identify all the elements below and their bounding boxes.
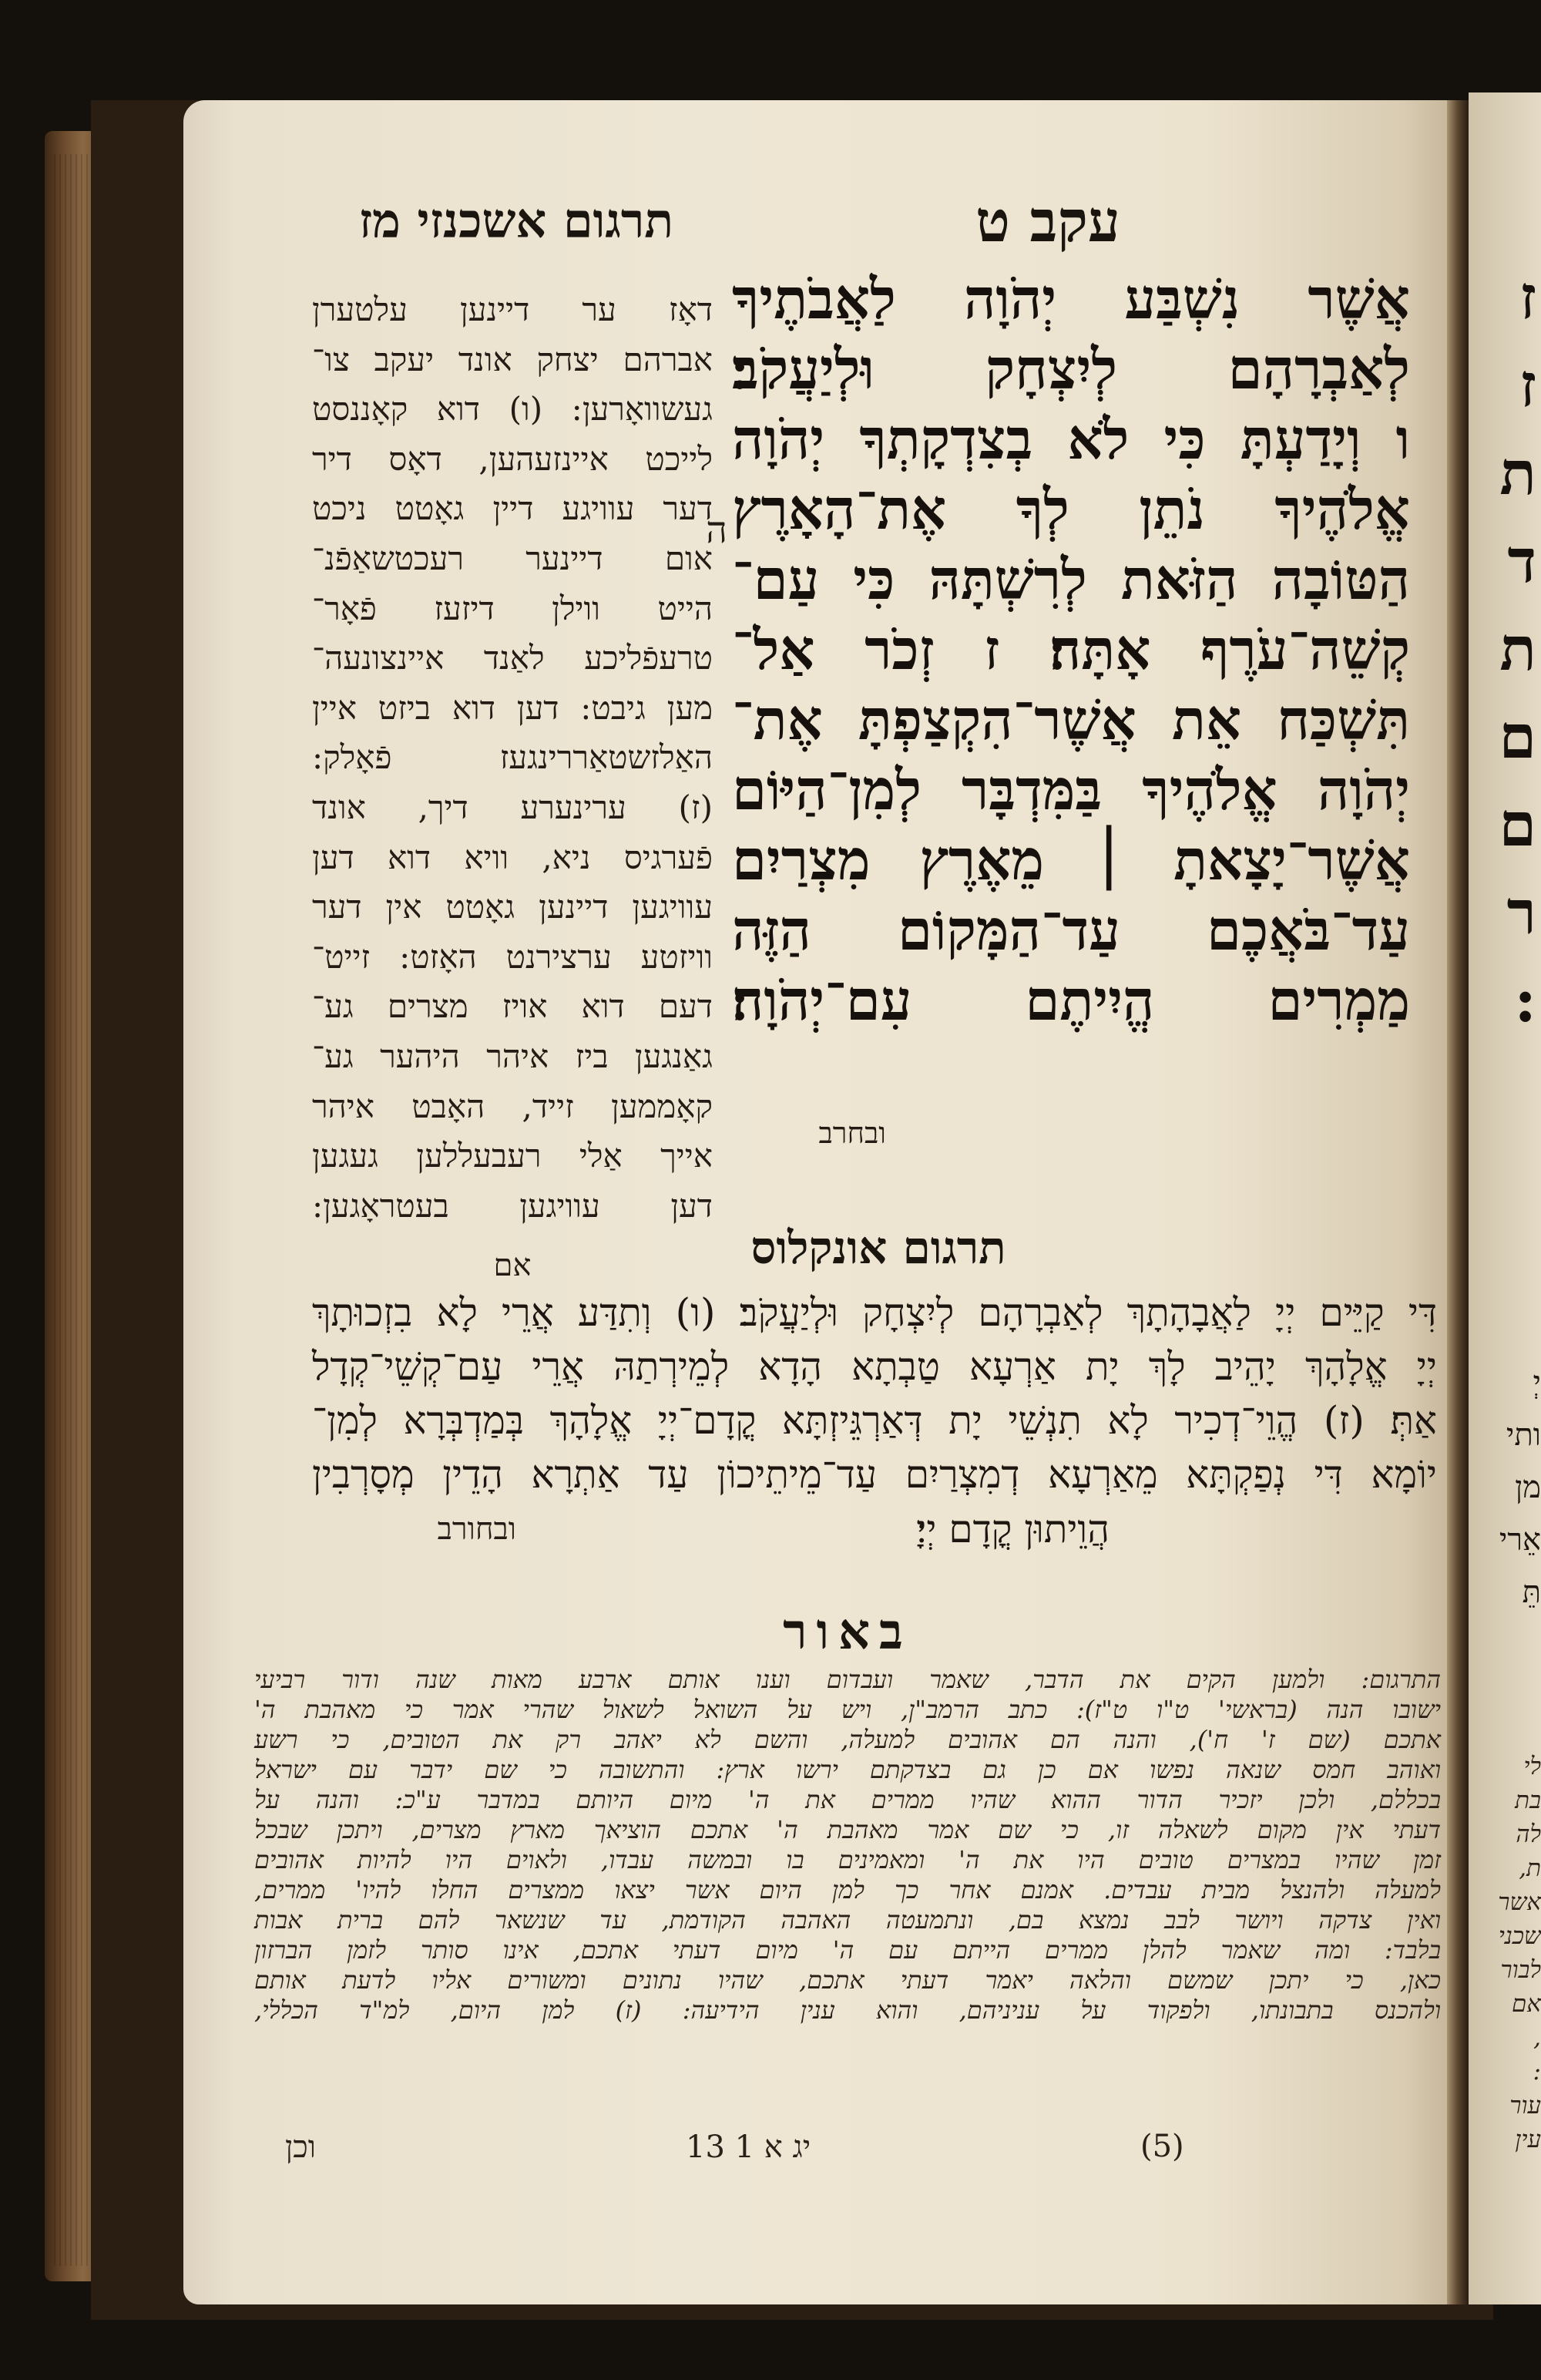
fragment: אם xyxy=(1512,1990,1541,2018)
fragment: עור xyxy=(1509,2092,1541,2119)
fragment: עין xyxy=(1515,2126,1541,2153)
fragment: ת, xyxy=(1519,1854,1541,1882)
beur-commentary xyxy=(254,1665,1441,2025)
fragment: לי xyxy=(1523,1753,1541,1780)
yiddish-line: דער עוויגע דיין גאָטט ניכט xyxy=(312,489,713,528)
commentary-line: כאן, כי יתכן שמשם והלאה יאמר דעתי אתכם, שהיו נתונים ומשורים אליו לדעת אותם xyxy=(254,1965,1441,1995)
onkelos-title: תרגום אונקלוס xyxy=(750,1222,1006,1274)
onkelos-text xyxy=(312,1286,1437,1501)
fragment: מן xyxy=(1515,1470,1541,1505)
commentary-line: בלבד: ומה שאמר להלן ממרים הייתם עם ה' מיום דעתי אתכם, אינו סותר לזמן הברזון xyxy=(254,1935,1441,1965)
right-page xyxy=(1469,92,1541,2304)
hebrew-catchword: ובחרב xyxy=(818,1116,886,1150)
right-page-onkelos-fragments xyxy=(1475,1356,1541,1619)
fragment: לבור xyxy=(1500,1956,1541,1984)
yiddish-line: עוויגען דיינען גאָטט אין דער xyxy=(312,888,713,926)
left-page xyxy=(183,100,1455,2304)
fragment: : xyxy=(1533,2058,1541,2086)
onkelos-line: דִּי קַיֵּים יְיָ לַאֲבָהָתָךְ לְאַבְרָהָם לְיִצְחָק וּלְיַעֲקֹב׃ (ו) וְתִדַּע אֲרֵי לָא בִזְכוּתָךְ xyxy=(312,1290,1437,1335)
commentary-line: זמן שהיו במצרים טובים היו את ה' ומאמינים בו ובמשה עבדו, ולאוים היו להיות אהובים xyxy=(254,1845,1441,1874)
yiddish-line: אום דיינער רעכטשאַפֿנ־ xyxy=(312,539,713,577)
onkelos-line: יוֹמָא דִּי נְפַקְתָּא מֵאַרְעָא דְמִצְרַיִם עַד־מֵיתֵיכוֹן עַד אַתְרָא הָדֵין מְסָרְבִין xyxy=(312,1452,1437,1497)
onkelos-line: אַתְּ׃ (ז) הֱוֵי־דְכִיר לָא תִנְשֵׁי יָת דְּאַרְגֵּיזְתָּא קֳדָם־יְיָ אֱלָהָךְ בְּמַדְבְּרָא לְמִן־ xyxy=(312,1398,1437,1443)
footer-signature: יג א 1 13 xyxy=(686,2130,811,2165)
fragment: ם xyxy=(1499,702,1536,772)
fragment: שכני xyxy=(1498,1922,1541,1950)
fragment: אשר xyxy=(1498,1888,1541,1916)
yiddish-line: מען גיבט: דען דוא ביזט איין xyxy=(312,688,713,727)
fragment: ותי xyxy=(1506,1417,1541,1453)
hebrew-line: אֲשֶׁר נִשְׁבַּע יְהֹוָה לַאֲבֹתֶיךָ xyxy=(732,266,1410,331)
yiddish-line: הייט ווילן דיזעז פֿאָר־ xyxy=(312,589,713,627)
hebrew-line: מַמְרִים הֱיִיתֶם עִם־יְהֹוָה׃ xyxy=(732,967,1410,1033)
footer-catchword: וכן xyxy=(285,2130,316,2165)
hebrew-line: לְאַבְרָהָם לְיִצְחָק וּלְיַעֲקֹב׃ xyxy=(732,336,1410,402)
yiddish-line: געשוואָרען: (ו) דוא קאָננסט xyxy=(312,390,713,429)
hebrew-line: אֲשֶׁר־יָצָאתָ ׀ מֵאֶרֶץ מִצְרַיִם xyxy=(732,827,1410,892)
fragment: בת xyxy=(1515,1787,1541,1814)
right-page-commentary-fragments xyxy=(1475,1750,1541,2156)
commentary-line: למעלה ולהנצל מבית עבדים. אמנם אחר כך למן היום אשר יצאו ממצרים החלו להיו' ממרים, xyxy=(254,1875,1441,1904)
yiddish-line: גאַנגען ביז איהר היהער גע־ xyxy=(312,1037,713,1075)
margin-verse-mark: ה xyxy=(706,509,727,552)
book-gutter xyxy=(1447,100,1469,2304)
hebrew-line: ו וְיָדַעְתָּ כִּי לֹא בְצִדְקָתְךָ יְהֹוָה xyxy=(732,406,1410,472)
yiddish-line: טרעפֿליכע לאַנד איינצונעה־ xyxy=(312,639,713,677)
hebrew-line: קְשֵׁה־עֹרֶף אָתָּה׃ ז זְכֹר אַל־ xyxy=(732,617,1410,682)
fragment: ז xyxy=(1519,263,1536,333)
yiddish-translation-column xyxy=(312,285,713,1231)
yiddish-line: דען עוויגען בעטראָגען: xyxy=(312,1186,713,1225)
right-page-hebrew-fragments xyxy=(1475,254,1536,1045)
fragment: , xyxy=(1533,2024,1541,2052)
fragment: ם xyxy=(1499,790,1536,860)
yiddish-line: וויזטע ערצירנט האָזט: זייט־ xyxy=(312,937,713,976)
hebrew-line: תִּשְׁכַּח אֵת אֲשֶׁר־הִקְצַפְתָּ אֶת־ xyxy=(732,687,1410,752)
fragment: ת xyxy=(1499,439,1536,509)
commentary-line: ואין צדקה ויושר לבב נמצא בם, ונתמעטה האהבה הקודמת, עד שנשאר להם ברית אבות xyxy=(254,1905,1442,1935)
fragment: : xyxy=(1514,966,1536,1036)
page-footer xyxy=(254,2129,1441,2167)
yiddish-line: פֿערגיס ניא, וויא דוא דען xyxy=(312,838,713,876)
yiddish-catchword: אם xyxy=(493,1248,532,1283)
commentary-line: ישובו הנה (בראשי' ט"ו ט"ז): כתב הרמב"ן, ויש על השואל לשאול שהרי אמר כי מאהבת ה' xyxy=(254,1695,1441,1724)
hebrew-line: עַד־בֹּאֲכֶם עַד־הַמָּקוֹם הַזֶּה xyxy=(732,897,1410,963)
fragment: לה xyxy=(1516,1820,1541,1848)
fragment: ד xyxy=(1507,526,1536,597)
commentary-line: דעתי אין מקום לשאלה זו, כי שם אמר מאהבת ה' אתכם הוציאך מארץ מצרים, ויתכן שבכל xyxy=(254,1815,1441,1844)
footer-marker: (5) xyxy=(1140,2129,1184,2164)
yiddish-line: אייך אַלי רעבעללען געגען xyxy=(312,1137,713,1175)
fragment: אֵרי xyxy=(1499,1522,1541,1558)
yiddish-line: לייכט איינזעהען, דאָס דיר xyxy=(312,439,713,478)
hebrew-line: יְהֹוָה אֱלֹהֶיךָ בַּמִּדְבָּר לְמִן־הַיּוֹם xyxy=(732,757,1410,822)
onkelos-last-line: הֲוֵיתוּן קֳדָם יְיָ׃ xyxy=(916,1507,1110,1551)
yiddish-line: קאָממען זייד, האָבט איהר xyxy=(312,1087,713,1125)
fragment: ז xyxy=(1519,351,1536,421)
fragment: יְ xyxy=(1533,1365,1541,1400)
commentary-line: בכללם, ולכן יזכיר הדור ההוא שהיו ממרים את ה' מיום היותם במדבר ע"כ: והנה על xyxy=(254,1785,1442,1814)
header-yiddish-title: תרגום אשכנזי מז xyxy=(358,193,674,249)
yiddish-line: דעם דוא אויז מצרים גע־ xyxy=(312,987,713,1026)
commentary-line: התרגום: ולמען הקים את הדבר, שאמר ועבדום וענו אותם ארבע מאות שנה ודור רביעי xyxy=(254,1665,1441,1694)
yiddish-line: האַלזשטאַררינגעז פֿאָלק: xyxy=(312,738,713,777)
yiddish-line: אברהם יצחק אונד יעקב צו־ xyxy=(312,340,713,378)
beur-title: באור xyxy=(783,1603,912,1661)
hebrew-line: אֱלֹהֶיךָ נֹתֵן לְךָ אֶת־הָאָרֶץ xyxy=(732,476,1410,542)
fragment: תֵּ xyxy=(1522,1575,1541,1610)
commentary-line: אתכם (שם ז' ח'), והנה הם אהובים למעלה, והשם לא יאהב רק את הטובים, כי רשע xyxy=(254,1725,1441,1754)
onkelos-line: יְיָ אֱלָהָךְ יָהֵיב לָךְ יָת אַרְעָא טַבְתָא הָדָא לְמֵירְתַהּ אֲרֵי עַם־קְשֵׁי־קְדָל xyxy=(312,1344,1437,1389)
hebrew-line: הַטּוֹבָה הַזֹּאת לְרִשְׁתָּהּ כִּי עַם־ xyxy=(732,546,1410,612)
yiddish-line: דאָז ער דיינען עלטערן xyxy=(312,291,713,328)
header-parsha-title: עקב ט xyxy=(975,189,1120,255)
commentary-line: ולהכנס בתבונתו, ולפקוד על עניניהם, והוא ענין הידיעה: (ז) למן היום, למ"ד הכללי, xyxy=(254,1995,1441,2025)
hebrew-torah-text xyxy=(732,264,1410,1035)
commentary-line: ואוהב חמס שנאה נפשו אם כן גם בצדקתם ירשו ארץ: והתשובה כי שם ידבר עם ישראל xyxy=(254,1755,1442,1784)
fragment: ר xyxy=(1506,878,1536,948)
onkelos-catchword: ובחורב xyxy=(437,1511,516,1547)
fragment: ת xyxy=(1499,614,1536,684)
yiddish-line: (ז) ערינערע דיך, אונד xyxy=(312,788,713,826)
